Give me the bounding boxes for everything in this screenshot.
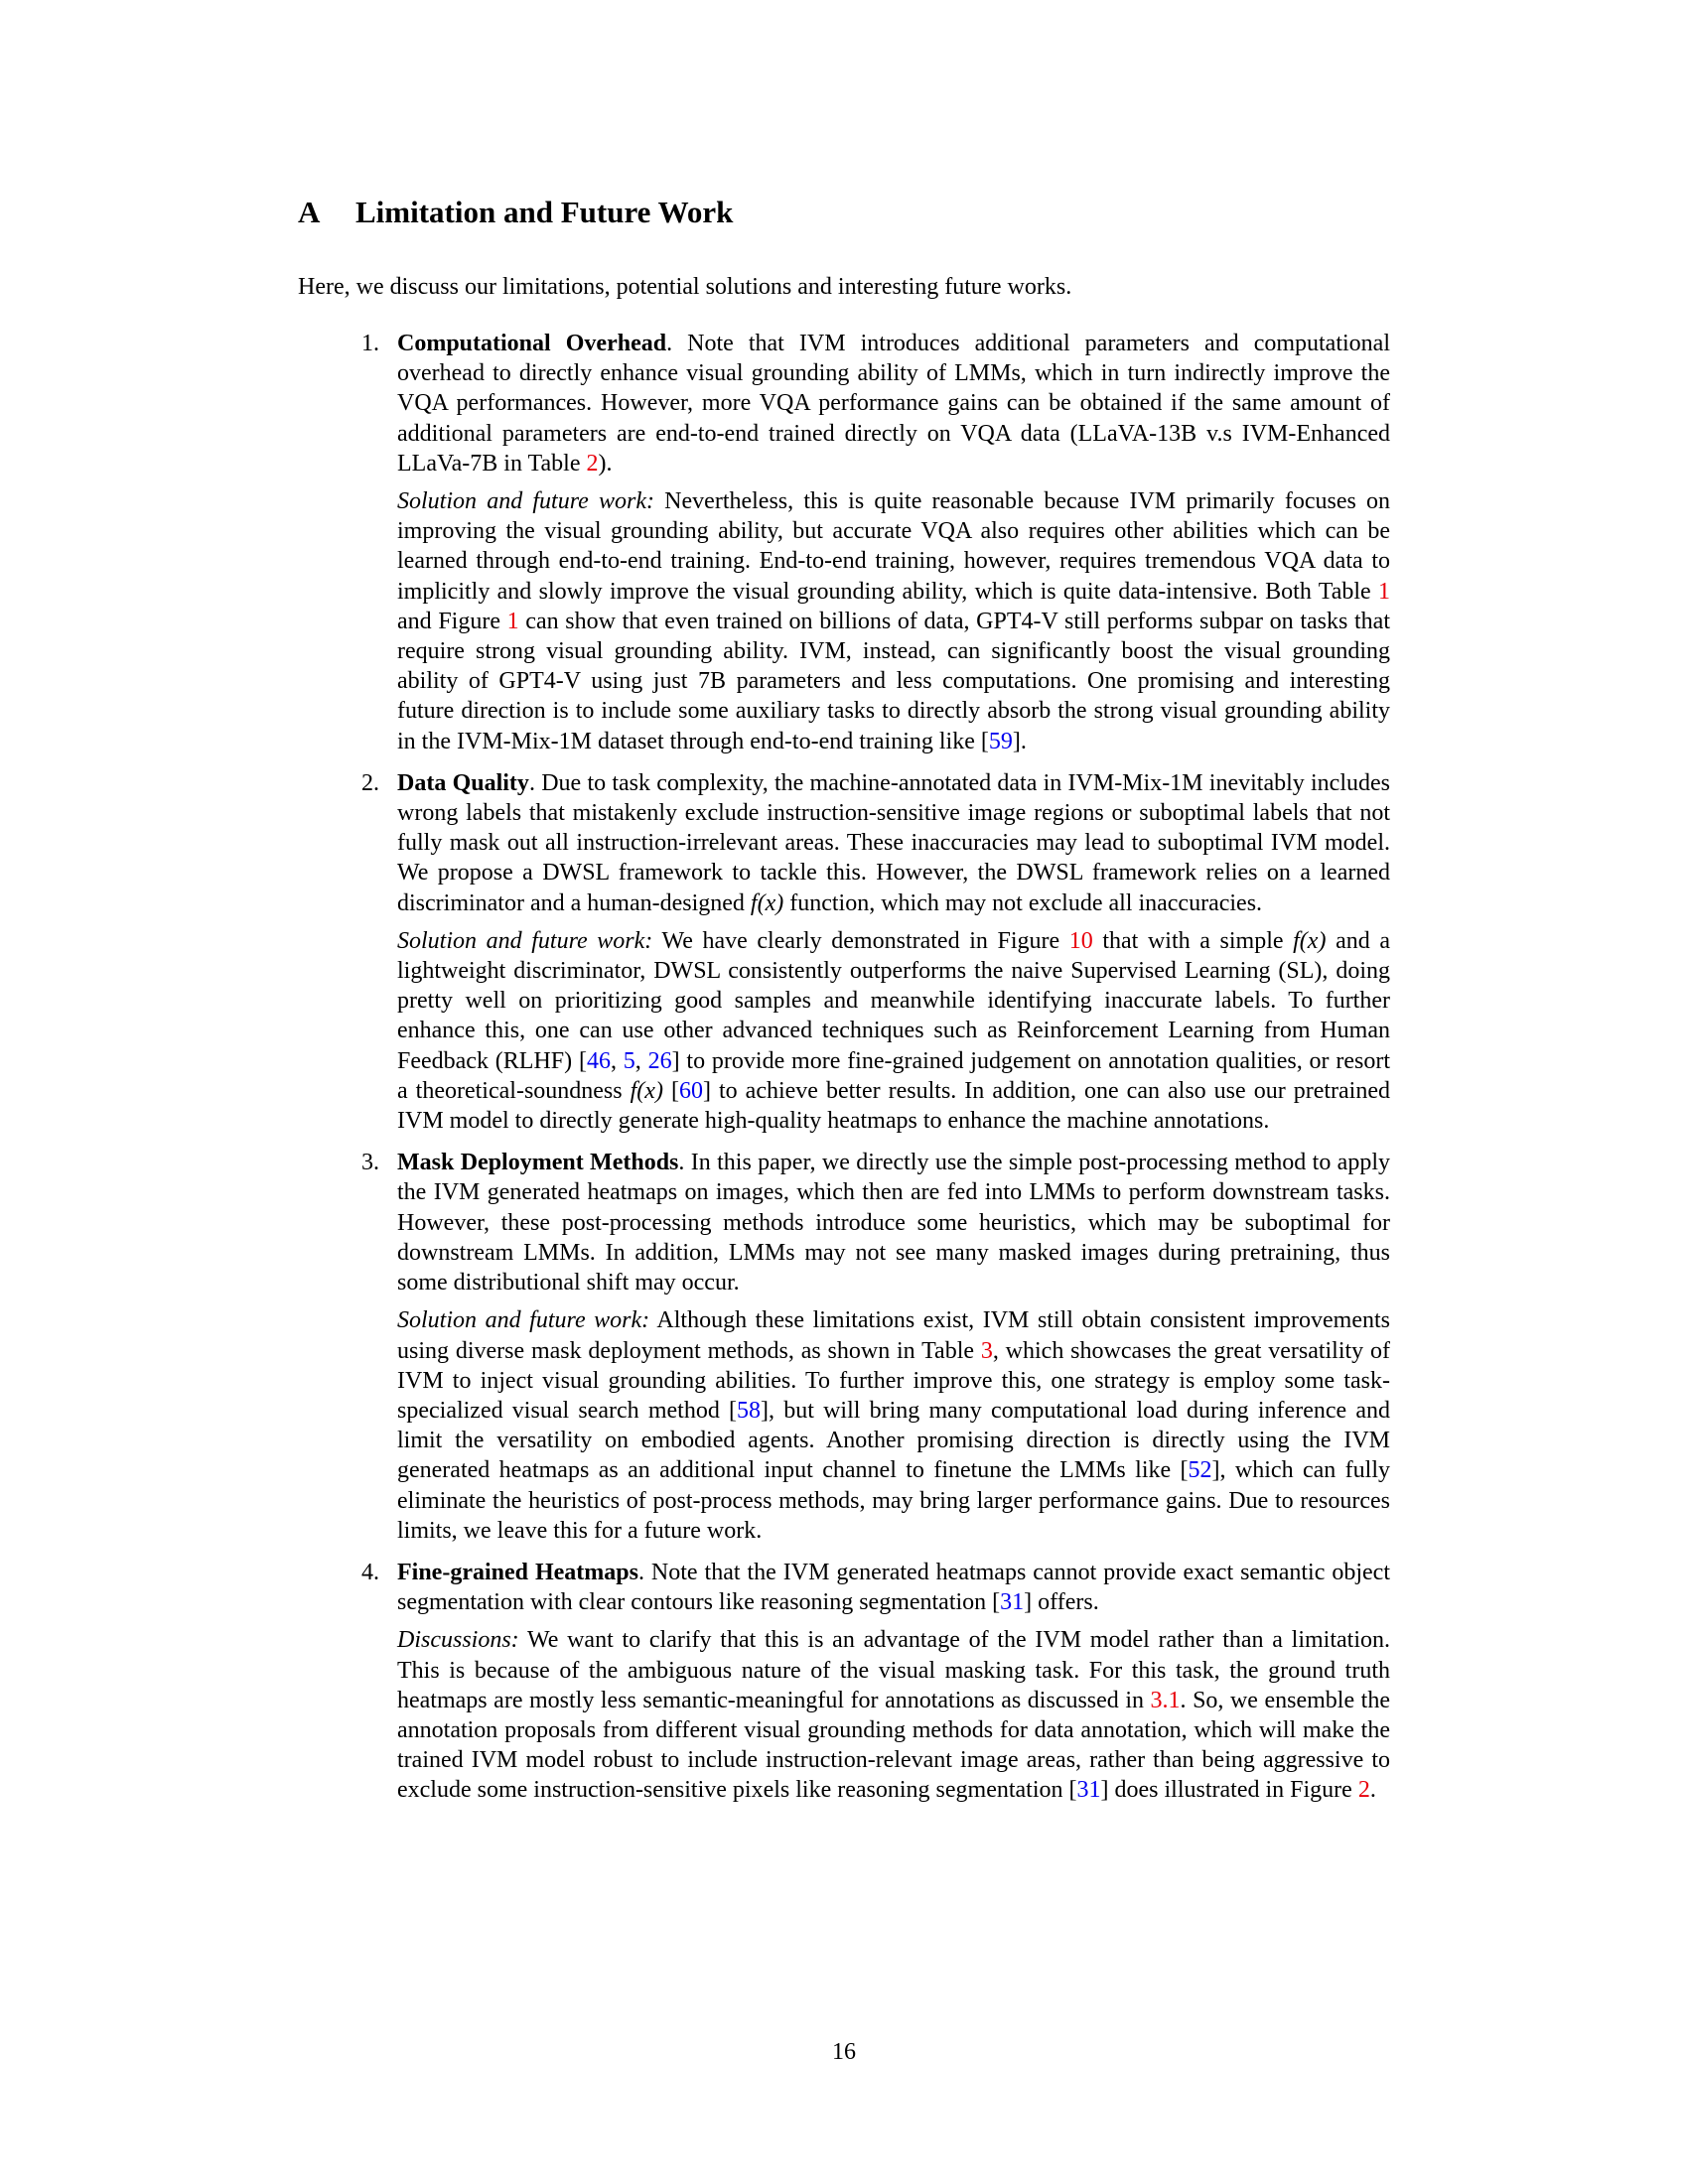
paragraph-label: Discussions: [397, 1627, 519, 1654]
text-run: . Note that IVM introduces additional parameters and computational overhead to directly enhance visual grounding ability of LMMs, which in turn indirectly improve the VQA performances. However, more VQA performance gains can be obtained if the same amount of additional parameters are end-to-end trained directly on VQA data (LLaVA-13B v.s IVM-Enhanced LLaVa-7B in Table [397, 331, 1390, 477]
item-title: Data Quality [397, 769, 529, 796]
text-run: , which showcases the great versatility of IVM to inject visual grounding abilities. To further improve this, one strategy is employ some task-specialized visual search method [ [397, 1337, 1390, 1424]
item-solution-paragraph [397, 926, 1390, 1136]
item-number: 3. [361, 1150, 379, 1176]
text-run: can show that even trained on billions of data, GPT4-V still performs subpar on tasks that require strong visual grounding ability. IVM, instead, can significantly boost the visual grounding ability of GPT4-V using just 7B parameters and less computations. One promising and interesting future direction is to include some auxiliary tasks to directly absorb the strong visual grounding ability in the IVM-Mix-1M dataset through end-to-end training like [ [397, 608, 1390, 754]
cross-reference-link[interactable]: 1 [1378, 578, 1390, 605]
text-run: ] offers. [1024, 1589, 1099, 1616]
cross-reference-link[interactable]: 2 [586, 450, 599, 477]
cross-reference-link[interactable]: 3 [980, 1337, 993, 1364]
paragraph-label: Solution and future work: [397, 927, 653, 954]
intro-paragraph: Here, we discuss our limitations, potential solutions and interesting future works. [298, 274, 1072, 300]
section-number: A [298, 195, 321, 229]
citation-link[interactable]: 5 [623, 1047, 635, 1074]
text-run: ] to achieve better results. In addition, one can also use our pretrained IVM model to directly generate high-quality heatmaps to enhance the machine annotations. [397, 1077, 1390, 1135]
item-paragraph [397, 1558, 1390, 1617]
item-paragraph [397, 768, 1390, 918]
text-run: . Note that the IVM generated heatmaps cannot provide exact semantic object segmentation with clear contours like reasoning segmentation [ [397, 1559, 1390, 1616]
paragraph-label: Solution and future work: [397, 1307, 650, 1334]
text-run: ]. [1012, 728, 1027, 754]
text-run: . So, we ensemble the annotation proposals from different visual grounding methods for data annotation, which will make the trained IVM model robust to include instruction-relevant image areas, rather than being aggressive to exclude some instruction-sensitive pixels like reasoning segmentation [ [397, 1687, 1390, 1804]
citation-link[interactable]: 59 [988, 728, 1013, 754]
citation-link[interactable]: 58 [737, 1397, 762, 1424]
text-run: . In this paper, we directly use the simple post-processing method to apply the IVM generated heatmaps on images, which then are fed into LMMs to perform downstream tasks. However, these post-processing methods introduce some heuristics, which may be suboptimal for downstream LMMs. In addition, LMMs may not see many masked images during pretraining, thus some distributional shift may occur. [397, 1150, 1391, 1297]
item-solution-paragraph [397, 486, 1390, 756]
text-run: ] to provide more fine-grained judgement on annotation qualities, or resort a theoretical-soundness [397, 1047, 1390, 1104]
text-run: ], but will bring many computational load during inference and limit the versatility on embodied agents. Another promising direction is directly using the IVM generated heatmaps as an additional input channel to finetune the LMMs like [ [397, 1397, 1391, 1484]
text-run: [ [662, 1077, 679, 1104]
text-run: , [610, 1047, 624, 1074]
item-title: Mask Deployment Methods [397, 1150, 679, 1176]
item-paragraph [397, 329, 1390, 478]
limitation-item [298, 768, 1390, 1136]
text-run: that with a simple [1092, 927, 1294, 954]
text-run: , [634, 1047, 648, 1074]
item-solution-paragraph [397, 1625, 1390, 1805]
citation-link[interactable]: 52 [1188, 1457, 1212, 1484]
text-run: We want to clarify that this is an advantage of the IVM model rather than a limitation. This is because of the ambiguous nature of the visual masking task. For this task, the ground truth heatmaps are mostly less semantic-meaningful for annotations as discussed in [397, 1627, 1390, 1713]
text-run: We have clearly demonstrated in Figure [652, 927, 1069, 954]
page-number: 16 [832, 2039, 856, 2065]
text-run: function, which may not exclude all inaccuracies. [783, 889, 1263, 916]
citation-link[interactable]: 46 [586, 1047, 611, 1074]
math-expression: f(x) [630, 1077, 663, 1104]
item-title: Computational Overhead [397, 331, 667, 356]
section-heading [298, 195, 733, 230]
item-solution-paragraph [397, 1305, 1390, 1546]
item-number: 4. [361, 1559, 379, 1585]
citation-link[interactable]: 26 [647, 1047, 672, 1074]
cross-reference-link[interactable]: 2 [1357, 1777, 1370, 1804]
cross-reference-link[interactable]: 3.1 [1150, 1687, 1181, 1713]
citation-link[interactable]: 60 [678, 1077, 703, 1104]
limitations-list [298, 329, 1390, 1818]
section-title: Limitation and Future Work [355, 195, 734, 229]
limitation-item [298, 1558, 1390, 1806]
text-run: Nevertheless, this is quite reasonable because IVM primarily focuses on improving the visual grounding ability, but accurate VQA also requires other abilities which can be learned through end-to-end training. End-to-end training, however, requires tremendous VQA data to implicitly and slowly improve the visual grounding ability, which is quite data-intensive. Both Table [397, 488, 1390, 605]
math-expression: f(x) [1293, 927, 1327, 954]
text-run: and Figure [397, 608, 507, 634]
text-run: . Due to task complexity, the machine-annotated data in IVM-Mix-1M inevitably includes wrong labels that mistakenly exclude instruction-sensitive image regions or suboptimal labels that not fully mask out all instruction-irrelevant areas. These inaccuracies may lead to suboptimal IVM model. We propose a DWSL framework to tackle this. However, the DWSL framework relies on a learned discriminator and a human-designed [397, 769, 1390, 916]
cross-reference-link[interactable]: 10 [1068, 927, 1093, 954]
text-run: ). [598, 450, 613, 477]
text-run: . [1369, 1777, 1376, 1804]
cross-reference-link[interactable]: 1 [506, 608, 519, 634]
citation-link[interactable]: 31 [1000, 1589, 1025, 1616]
text-run: ], which can fully eliminate the heuristics of post-process methods, may bring larger performance gains. Due to resources limits, we leave this for a future work. [397, 1457, 1390, 1544]
text-run: Although these limitations exist, IVM still obtain consistent improvements using diverse mask deployment methods, as shown in Table [397, 1307, 1390, 1364]
math-expression: f(x) [750, 889, 784, 916]
item-paragraph [397, 1148, 1390, 1297]
limitation-item [298, 1148, 1390, 1546]
item-number: 2. [361, 769, 379, 796]
paragraph-label: Solution and future work: [397, 488, 654, 515]
citation-link[interactable]: 31 [1076, 1777, 1101, 1804]
item-number: 1. [361, 331, 379, 356]
text-run: and a lightweight discriminator, DWSL consistently outperforms the naive Supervised Learning (SL), doing pretty well on prioritizing good samples and meanwhile identifying inaccurate labels. To further enhance this, one can use other advanced techniques such as Reinforcement Learning from Human Feedback (RLHF) [ [397, 927, 1390, 1074]
text-run: ] does illustrated in Figure [1100, 1777, 1358, 1804]
limitation-item [298, 329, 1390, 756]
item-title: Fine-grained Heatmaps [397, 1559, 638, 1585]
